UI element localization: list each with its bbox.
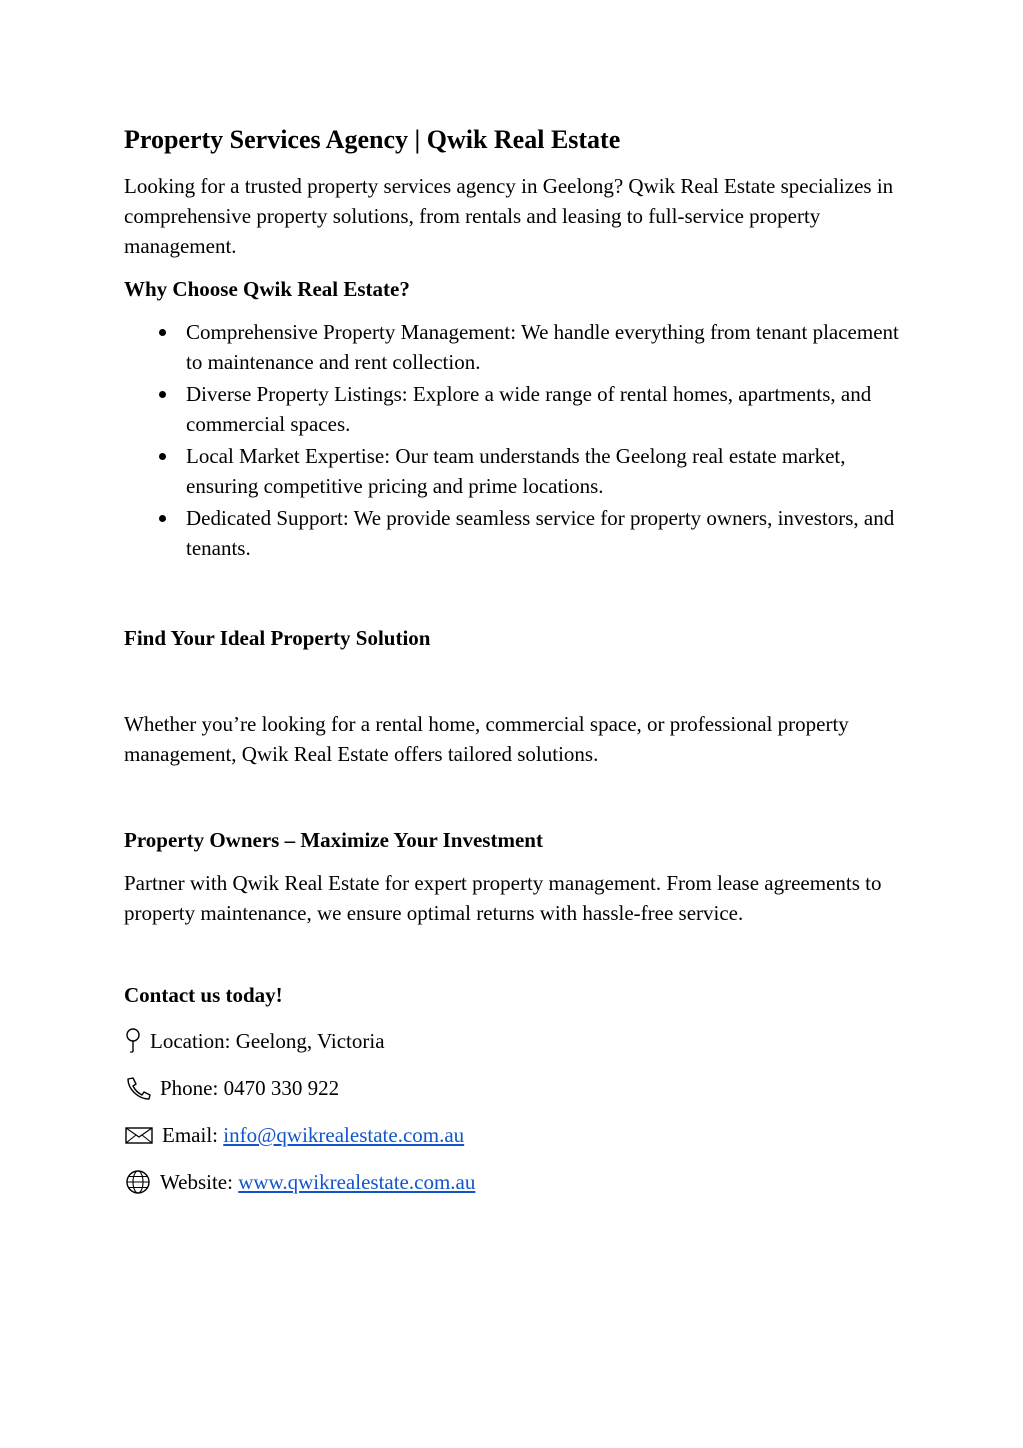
list-item: Local Market Expertise: Our team understands the Geelong real estate market, ensuring competitive pricing and prime locations. <box>186 441 914 501</box>
document-page <box>124 122 914 1197</box>
contact-heading: Contact us today! <box>124 983 283 1007</box>
contact-phone <box>124 1073 914 1103</box>
location-pin-icon <box>124 1028 142 1054</box>
bullet-icon <box>159 391 166 398</box>
owners-paragraph: Partner with Qwik Real Estate for expert property management. From lease agreements to property maintenance, we ensure optimal returns with hassle-free service. <box>124 871 882 925</box>
bullet-icon <box>159 515 166 522</box>
find-paragraph: Whether you’re looking for a rental home, commercial space, or professional property management, Qwik Real Estate offers tailored solutions. <box>124 712 849 766</box>
page-title: Property Services Agency | Qwik Real Estate <box>124 125 621 154</box>
email-link[interactable]: info@qwikrealestate.com.au <box>223 1123 465 1147</box>
why-heading: Why Choose Qwik Real Estate? <box>124 277 410 301</box>
website-label: Website: <box>160 1170 239 1194</box>
contact-email <box>124 1120 914 1150</box>
list-item: Dedicated Support: We provide seamless service for property owners, investors, and tenants. <box>186 503 914 563</box>
owners-heading: Property Owners – Maximize Your Investment <box>124 828 543 852</box>
intro-paragraph: Looking for a trusted property services agency in Geelong? Qwik Real Estate specializes in comprehensive property solutions, from rentals and leasing to full-service property management. <box>124 174 894 258</box>
phone-text: Phone: 0470 330 922 <box>160 1076 340 1100</box>
envelope-icon <box>124 1125 154 1145</box>
globe-icon <box>124 1169 152 1195</box>
why-list <box>124 317 914 563</box>
list-item: Diverse Property Listings: Explore a wide range of rental homes, apartments, and commercial spaces. <box>186 379 914 439</box>
website-link[interactable]: www.qwikrealestate.com.au <box>238 1170 476 1194</box>
find-heading: Find Your Ideal Property Solution <box>124 626 431 650</box>
bullet-icon <box>159 329 166 336</box>
contact-location <box>124 1026 914 1056</box>
contact-website <box>124 1167 914 1197</box>
phone-icon <box>124 1076 152 1100</box>
email-label: Email: <box>162 1123 224 1147</box>
location-text: Location: Geelong, Victoria <box>150 1029 385 1053</box>
bullet-icon <box>159 453 166 460</box>
list-item: Comprehensive Property Management: We handle everything from tenant placement to maintenance and rent collection. <box>186 317 914 377</box>
